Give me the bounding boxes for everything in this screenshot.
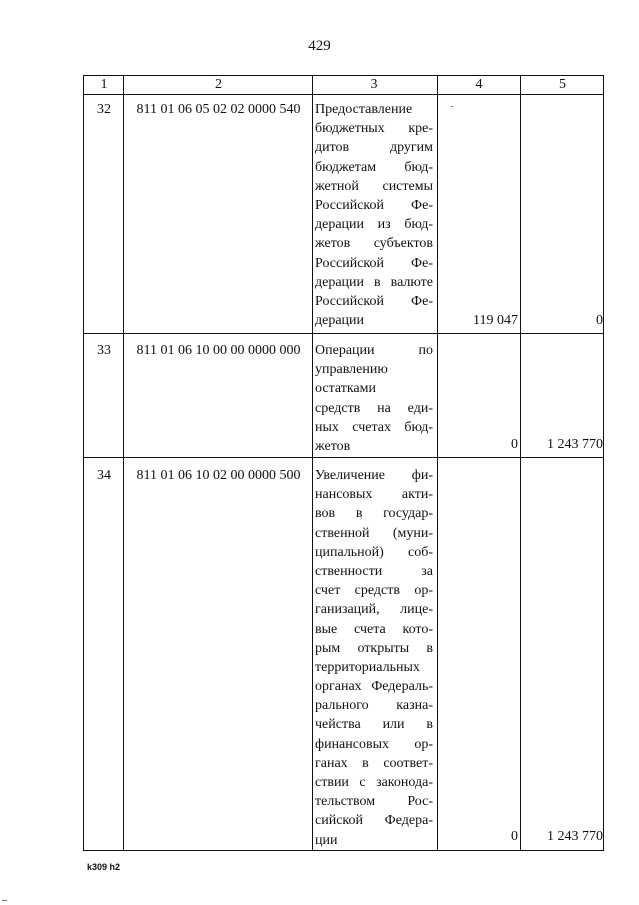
desc-line: вые счета кото- [315, 621, 433, 637]
row-description [315, 466, 433, 850]
desc-line: ганизаций, лице- [315, 602, 433, 618]
header-col-5: 5 [559, 77, 566, 92]
row-description [315, 100, 433, 330]
desc-line: ственности за [315, 563, 433, 579]
desc-line: тельством Рос- [315, 794, 433, 810]
col-4-value: 0 [511, 829, 518, 844]
desc-line: нансовых акти- [315, 487, 433, 503]
budget-code: 811 01 06 10 02 00 0000 500 [136, 468, 301, 483]
desc-line: ных счетах бюд- [315, 419, 433, 435]
desc-line: жетов [315, 438, 351, 454]
desc-line: Российской Фе- [315, 197, 433, 213]
col-border-right [603, 75, 604, 851]
col-border-1-2 [123, 75, 124, 851]
desc-line: Российской Фе- [315, 293, 433, 309]
desc-line: управлению [315, 362, 388, 378]
desc-line: ципальной) соб- [315, 544, 433, 560]
table-bottom-border [83, 850, 604, 851]
desc-line: вов в государ- [315, 506, 433, 522]
desc-line: органах Федераль- [315, 679, 433, 695]
col-4-value: 0 [511, 437, 518, 452]
col-border-left [83, 75, 84, 851]
header-col-3: 3 [370, 77, 378, 92]
desc-line: дерации из бюд- [315, 217, 433, 233]
desc-line: Увеличение фи- [315, 468, 433, 483]
col-5-value: 1 243 770 [547, 437, 603, 452]
desc-line: бюджетам бюд- [315, 159, 433, 175]
header-col-2: 2 [215, 77, 222, 92]
desc-line: бюджетных кре- [315, 121, 433, 137]
header-bottom-border [83, 94, 604, 95]
row-33-bottom-border [83, 457, 604, 458]
row-number: 33 [97, 343, 111, 358]
row-number: 32 [97, 102, 111, 117]
row-number: 34 [97, 468, 111, 483]
desc-line: чейства или в [315, 717, 433, 733]
desc-line: остатками [315, 381, 376, 397]
desc-line: средств на еди- [315, 400, 433, 416]
desc-line: рального казна- [315, 698, 433, 714]
col-5-value: 0 [596, 313, 603, 328]
row-32-bottom-border [83, 333, 604, 334]
scan-speck [451, 106, 453, 107]
desc-line: территориальных [315, 659, 420, 675]
col-5-value: 1 243 770 [547, 829, 603, 844]
scan-speck [2, 900, 7, 901]
header-col-1: 1 [100, 77, 108, 92]
desc-line: сийской Федера- [315, 813, 433, 829]
header-col-4: 4 [475, 77, 483, 92]
col-border-3-4 [437, 75, 438, 851]
budget-code: 811 01 06 10 00 00 0000 000 [136, 343, 301, 358]
desc-line: ственной (муни- [315, 525, 433, 541]
desc-line: дерации в валюте [315, 274, 433, 290]
desc-line: жетов субъектов [315, 236, 433, 252]
table-top-border [83, 75, 604, 76]
desc-line: дитов другим [315, 140, 433, 156]
desc-line: Предоставление [315, 102, 413, 117]
budget-code: 811 01 06 05 02 02 0000 540 [136, 102, 301, 117]
desc-line: счет средств ор- [315, 583, 433, 599]
page-number: 429 [308, 38, 331, 54]
col-border-4-5 [520, 75, 521, 851]
desc-line: ганах в соответ- [315, 755, 433, 771]
desc-line: дерации [315, 313, 365, 329]
desc-line: Операции по [315, 343, 433, 358]
desc-line: финансовых ор- [315, 736, 433, 752]
desc-line: ствии с законода- [315, 775, 433, 790]
row-description [315, 341, 433, 456]
desc-line: ции [315, 832, 338, 848]
desc-line: Российской Фе- [315, 255, 433, 271]
document-code-footer: k309 h2 [87, 862, 121, 872]
desc-line: жетной системы [315, 178, 433, 194]
desc-line: рым открыты в [315, 640, 433, 656]
col-border-2-3 [312, 75, 313, 851]
col-4-value: 119 047 [473, 313, 518, 328]
